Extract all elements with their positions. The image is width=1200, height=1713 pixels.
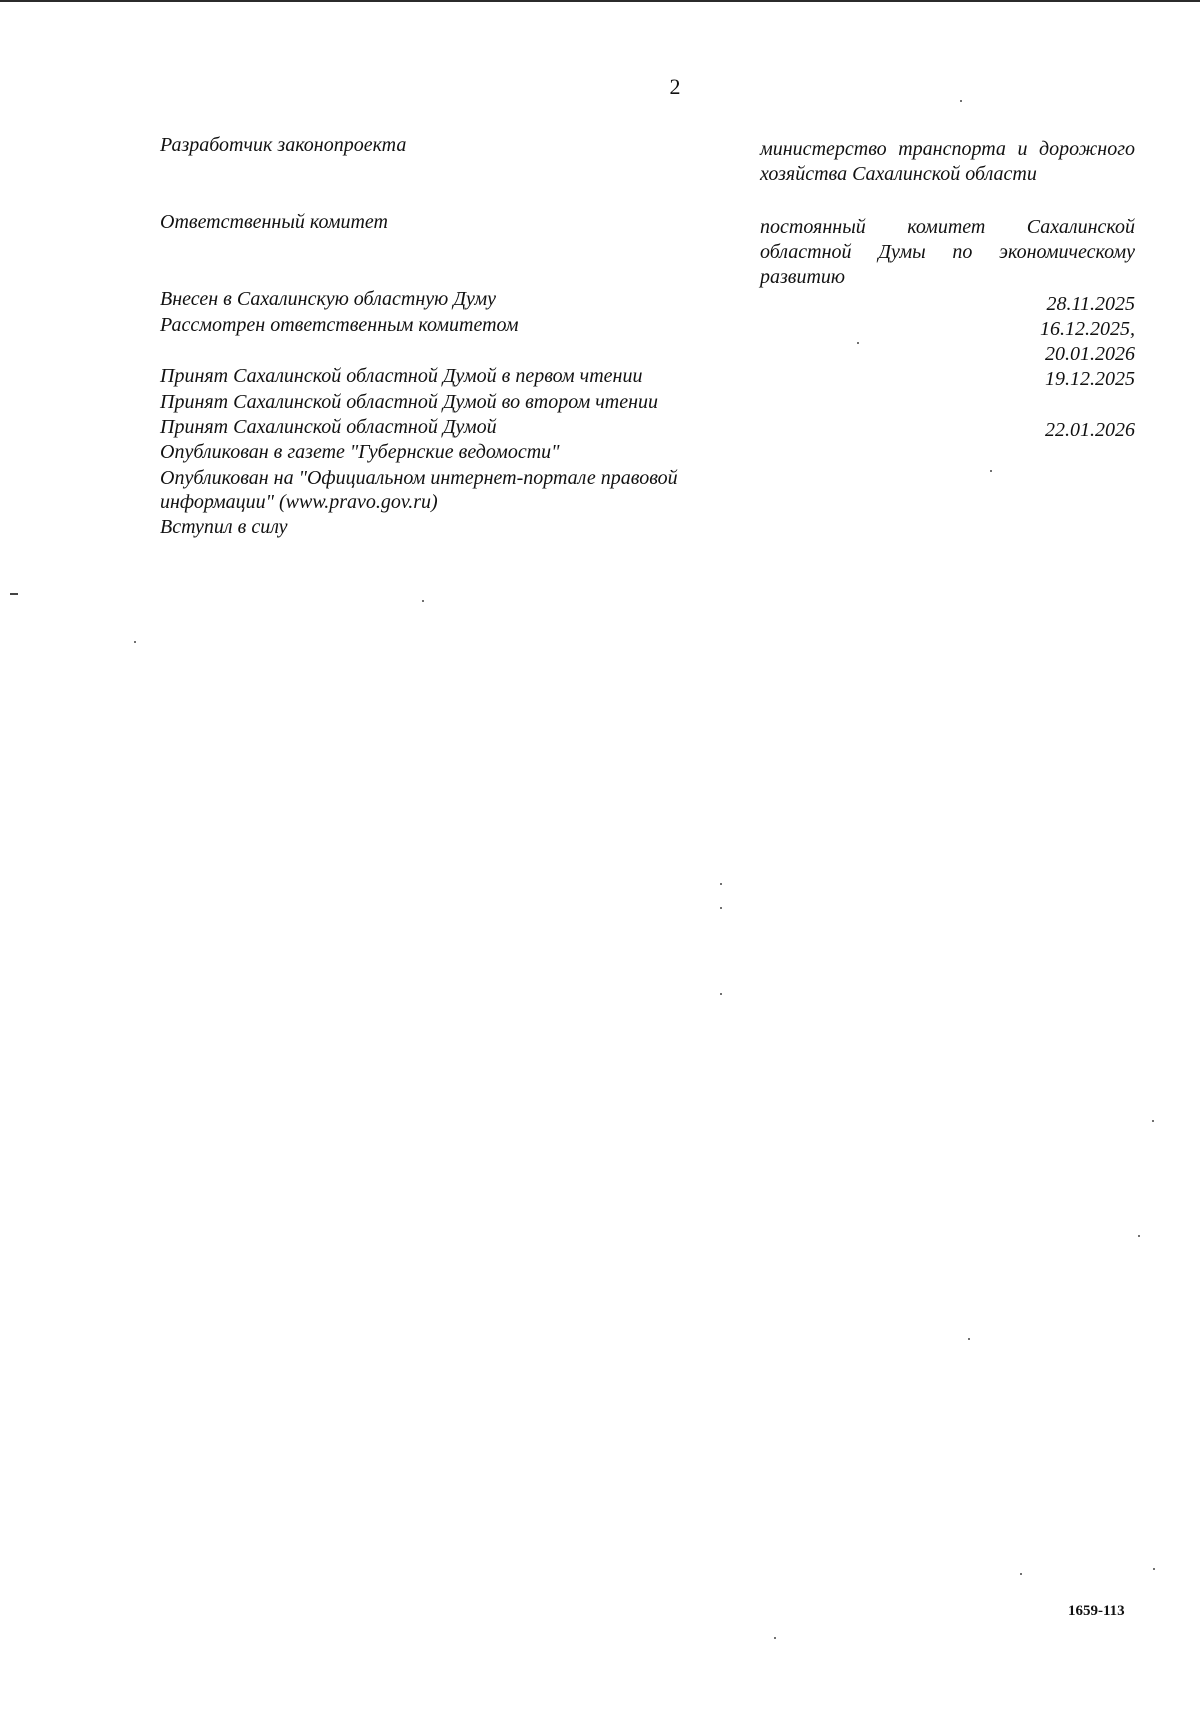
adopted-label: Принят Сахалинской областной Думой [160,416,497,438]
footer-code: 1659-113 [1068,1603,1125,1619]
entered-into-force-label: Вступил в силу [160,516,288,538]
second-reading-label: Принят Сахалинской областной Думой во втором чтении [160,391,659,413]
published-portal-label-line-1: Опубликован на "Официальном интернет-портале правовой [160,467,678,489]
scan-artifact [10,593,18,595]
scan-artifact [1138,1235,1140,1237]
scan-artifact [1152,1120,1154,1122]
scan-artifact [720,883,722,885]
adopted-date: 22.01.2026 [1045,419,1135,441]
page-number: 2 [669,74,681,99]
scan-artifact [422,600,424,602]
scan-artifact [720,907,722,909]
first-reading-label: Принят Сахалинской областной Думой в первом чтении [160,365,643,387]
scan-artifact [134,641,136,643]
published-newspaper-label: Опубликован в газете "Губернские ведомости" [160,441,560,463]
first-reading-date: 19.12.2025 [1045,368,1135,390]
reviewed-date-2: 20.01.2026 [1045,343,1135,365]
scan-artifact [990,470,992,472]
submitted-label: Внесен в Сахалинскую областную Думу [160,288,497,310]
developer-label: Разработчик законопроекта [160,134,407,156]
scan-artifact [960,100,962,102]
committee-value: постоянный комитет Сахалинской областной Думы по экономическому развитию [760,216,1135,288]
scan-artifact [1020,1573,1022,1575]
developer-value: министерство транспорта и дорожного хозяйства Сахалинской области [760,138,1135,185]
scan-artifact [857,342,859,344]
scan-artifact [968,1338,970,1340]
committee-label: Ответственный комитет [160,211,388,233]
reviewed-date-1: 16.12.2025, [1040,318,1135,340]
scan-top-border [0,0,1200,2]
reviewed-label: Рассмотрен ответственным комитетом [160,314,519,336]
scan-artifact [774,1637,776,1639]
scan-artifact [1153,1568,1155,1570]
scan-artifact [720,993,722,995]
submitted-date: 28.11.2025 [1046,293,1135,315]
published-portal-label-line-2: информации" (www.pravo.gov.ru) [160,491,438,513]
